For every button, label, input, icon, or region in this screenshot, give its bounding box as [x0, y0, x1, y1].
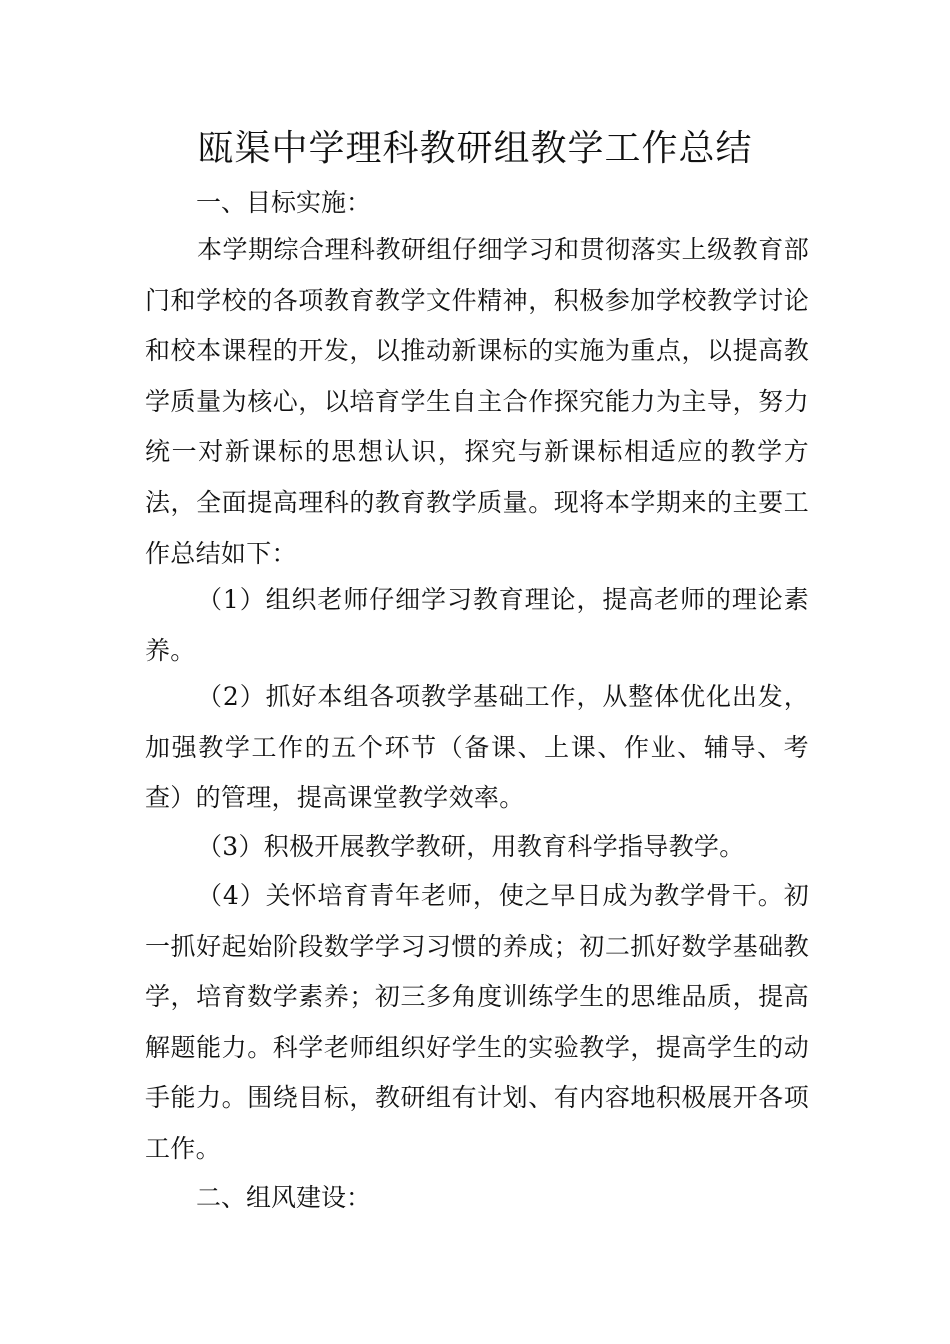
list-item-1: （1）组织老师仔细学习教育理论，提高老师的理论素养。	[145, 585, 809, 665]
list-item-4: （4）关怀培育青年老师，使之早日成为教学骨干。初一抓好起始阶段数学学习习惯的养成；初二抓好数学基础教学，培育数学素养；初三多角度训练学生的思维品质，提高解题能力。科学老师组织好学生的实验教学，提高学生的动手能力。围绕目标，教研组有计划、有内容地积极展开各项工作。	[145, 881, 809, 1163]
section-heading-goals: 一、目标实施：	[196, 188, 372, 217]
section-heading-team: 二、组风建设：	[196, 1183, 372, 1212]
document-title: 瓯渠中学理科教研组教学工作总结	[197, 128, 753, 169]
intro-paragraph: 本学期综合理科教研组仔细学习和贯彻落实上级教育部门和学校的各项教育教学文件精神，积极参加学校教学讨论和校本课程的开发，以推动新课标的实施为重点，以提高教学质量为核心，以培育学生自主合作探究能力为主导，努力统一对新课标的思想认识，探究与新课标相适应的教学方法，全面提高理科的教育教学质量。现将本学期来的主要工作总结如下：	[145, 235, 809, 568]
list-item-3: （3）积极开展教学教研，用教育科学指导教学。	[197, 832, 745, 861]
list-item-2: （2）抓好本组各项教学基础工作，从整体优化出发，加强教学工作的五个环节（备课、上课、作业、辅导、考查）的管理，提高课堂教学效率。	[145, 682, 809, 813]
